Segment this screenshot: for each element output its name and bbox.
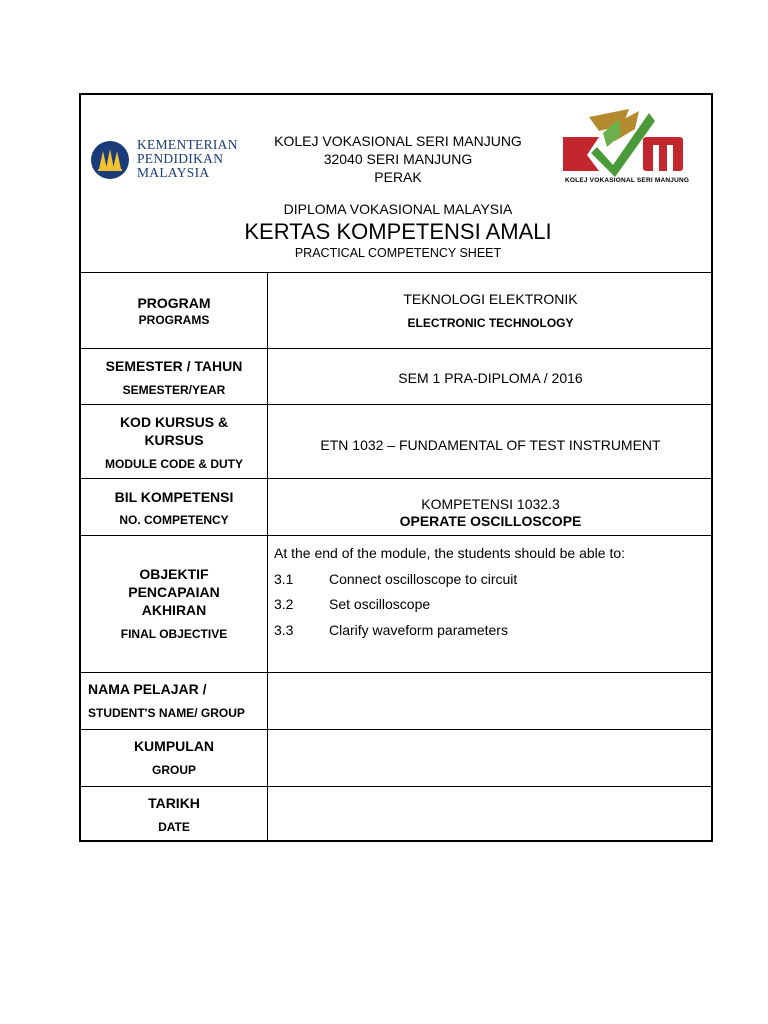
objective-item-number: 3.1 bbox=[274, 571, 294, 587]
college-name: KOLEJ VOKASIONAL SERI MANJUNG bbox=[274, 133, 522, 149]
row-divider bbox=[81, 535, 711, 536]
objective-label-line-3: AKHIRAN bbox=[141, 602, 207, 618]
row-divider bbox=[81, 729, 711, 730]
semester-label-en: SEMESTER/YEAR bbox=[122, 383, 226, 397]
kpm-line-2: PENDIDIKAN bbox=[137, 151, 224, 166]
program-label-en: PROGRAMS bbox=[138, 313, 210, 327]
objective-item-text: Set oscilloscope bbox=[329, 596, 431, 612]
kvsm-logo-icon bbox=[559, 107, 689, 177]
group-label: KUMPULAN bbox=[133, 738, 215, 754]
row-divider bbox=[81, 404, 711, 405]
row-divider bbox=[81, 672, 711, 673]
program-label: PROGRAM bbox=[137, 295, 211, 311]
diploma-label: DIPLOMA VOKASIONAL MALAYSIA bbox=[283, 201, 513, 217]
course-label-line-2: KURSUS bbox=[144, 432, 204, 448]
objective-item-number: 3.3 bbox=[274, 622, 294, 638]
competency-label: BIL KOMPETENSI bbox=[114, 489, 234, 505]
student-name-label: NAMA PELAJAR / bbox=[88, 681, 207, 697]
objective-item-text: Clarify waveform parameters bbox=[329, 622, 508, 638]
college-postcode-city: 32040 SERI MANJUNG bbox=[323, 151, 473, 167]
row-divider bbox=[81, 478, 711, 479]
program-value: TEKNOLOGI ELEKTRONIK bbox=[403, 291, 578, 307]
competency-value-en: OPERATE OSCILLOSCOPE bbox=[399, 513, 582, 529]
kvsm-logo-caption: KOLEJ VOKASIONAL SERI MANJUNG bbox=[565, 177, 690, 184]
student-name-label-en: STUDENT'S NAME/ GROUP bbox=[88, 706, 245, 720]
column-divider bbox=[267, 273, 268, 840]
competency-value: KOMPETENSI 1032.3 bbox=[421, 496, 560, 512]
semester-value: SEM 1 PRA-DIPLOMA / 2016 bbox=[398, 370, 583, 386]
row-divider bbox=[81, 786, 711, 787]
course-label-line-1: KOD KURSUS & bbox=[119, 414, 229, 430]
kpm-line-1: KEMENTERIAN bbox=[137, 137, 238, 152]
college-state: PERAK bbox=[374, 169, 422, 185]
objective-item-number: 3.2 bbox=[274, 596, 294, 612]
course-value: ETN 1032 – FUNDAMENTAL OF TEST INSTRUMENT bbox=[320, 437, 661, 453]
document-subtitle: PRACTICAL COMPETENCY SHEET bbox=[294, 246, 502, 260]
semester-label: SEMESTER / TAHUN bbox=[105, 358, 243, 374]
row-divider bbox=[81, 272, 711, 273]
program-value-en: ELECTRONIC TECHNOLOGY bbox=[407, 316, 574, 330]
kvsm-logo bbox=[559, 107, 689, 189]
objective-label-line-1: OBJEKTIF bbox=[139, 566, 209, 582]
kpm-line-3: MALAYSIA bbox=[137, 165, 210, 180]
document-title: KERTAS KOMPETENSI AMALI bbox=[244, 219, 552, 244]
objective-label-line-2: PENCAPAIAN bbox=[128, 584, 220, 600]
competency-label-en: NO. COMPETENCY bbox=[119, 513, 229, 527]
date-label-en: DATE bbox=[158, 820, 190, 834]
competency-sheet bbox=[79, 93, 713, 842]
group-label-en: GROUP bbox=[151, 763, 196, 777]
row-divider bbox=[81, 348, 711, 349]
date-label: TARIKH bbox=[148, 795, 200, 811]
course-label-en: MODULE CODE & DUTY bbox=[105, 457, 243, 471]
objective-item-text: Connect oscilloscope to circuit bbox=[329, 571, 518, 587]
objective-label-en: FINAL OBJECTIVE bbox=[120, 627, 228, 641]
objective-intro: At the end of the module, the students should be able to: bbox=[274, 545, 626, 561]
